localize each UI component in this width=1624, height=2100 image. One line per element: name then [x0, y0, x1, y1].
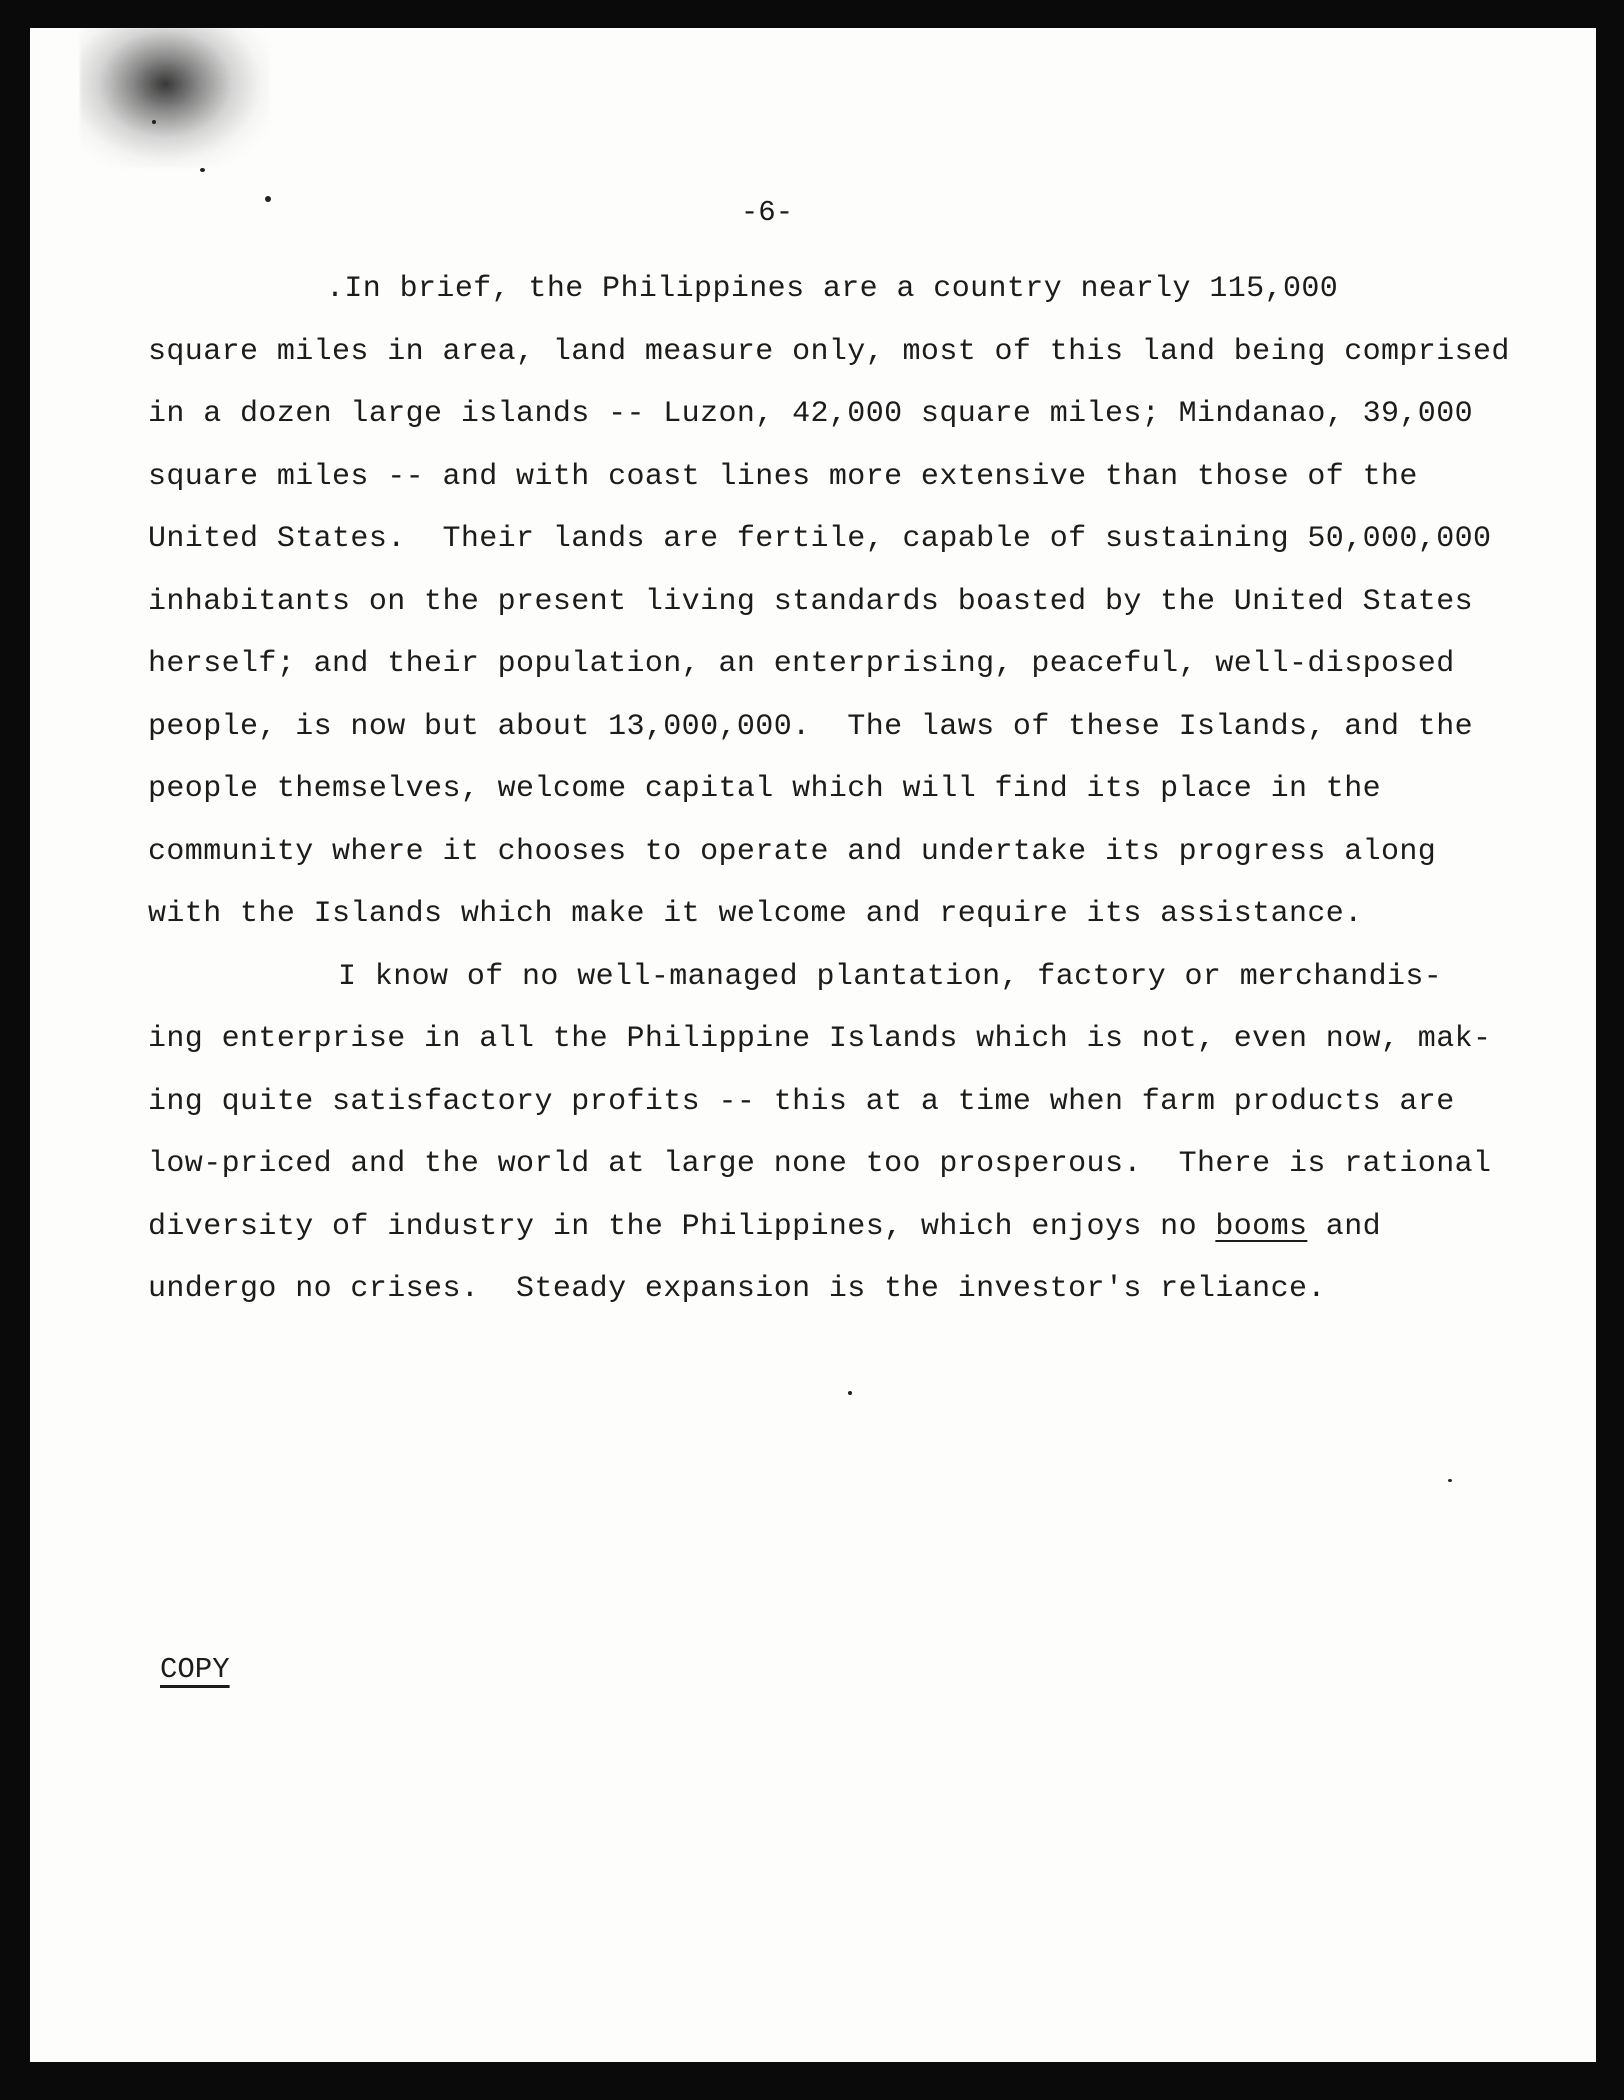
text-line: United States. Their lands are fertile, capable of sustaining 50,000,000: [148, 522, 1492, 556]
paragraph-1: [148, 258, 1568, 946]
speck: [848, 1391, 852, 1395]
text-line: square miles -- and with coast lines more extensive than those of the: [148, 459, 1418, 494]
text-line: people, is now but about 13,000,000. The laws of these Islands, and the: [148, 709, 1474, 744]
page-number: -6-: [740, 196, 794, 229]
document-page: [30, 28, 1596, 2062]
speck: [1448, 1479, 1452, 1482]
text-line: inhabitants on the present living standards boasted by the United States: [148, 584, 1474, 619]
text-line: in a dozen large islands -- Luzon, 42,000 square miles; Mindanao, 39,000: [148, 397, 1474, 431]
text-line: people themselves, welcome capital which will find its place in the: [148, 772, 1381, 806]
speck: [152, 120, 156, 124]
text-line: square miles in area, land measure only, most of this land being comprised: [148, 334, 1510, 369]
speck: [200, 168, 205, 172]
document-body: [148, 258, 1568, 1321]
text-line: community where it chooses to operate and undertake its progress along: [148, 834, 1437, 869]
text-line: I know of no well-managed plantation, factory or merchandis-: [338, 959, 1443, 994]
text-line: herself; and their population, an enterprising, peaceful, well-disposed: [148, 647, 1455, 681]
ink-smudge: [80, 28, 270, 168]
paragraph-2: [148, 946, 1568, 1321]
text-segment: and: [1307, 1209, 1382, 1244]
underlined-word: booms: [1215, 1209, 1308, 1244]
text-line: undergo no crises. Steady expansion is the investor's reliance.: [148, 1272, 1326, 1306]
text-line: with the Islands which make it welcome and require its assistance.: [148, 897, 1363, 931]
text-line: .In brief, the Philippines are a country nearly 115,000: [326, 272, 1339, 306]
text-line: low-priced and the world at large none too prosperous. There is rational: [148, 1147, 1492, 1181]
text-line: ing enterprise in all the Philippine Islands which is not, even now, mak-: [148, 1022, 1492, 1056]
text-segment: diversity of industry in the Philippines, which enjoys no: [148, 1209, 1216, 1244]
text-line: ing quite satisfactory profits -- this at a time when farm products are: [148, 1084, 1455, 1119]
copy-stamp: COPY: [160, 1653, 230, 1686]
text-line: [148, 1196, 1568, 1259]
